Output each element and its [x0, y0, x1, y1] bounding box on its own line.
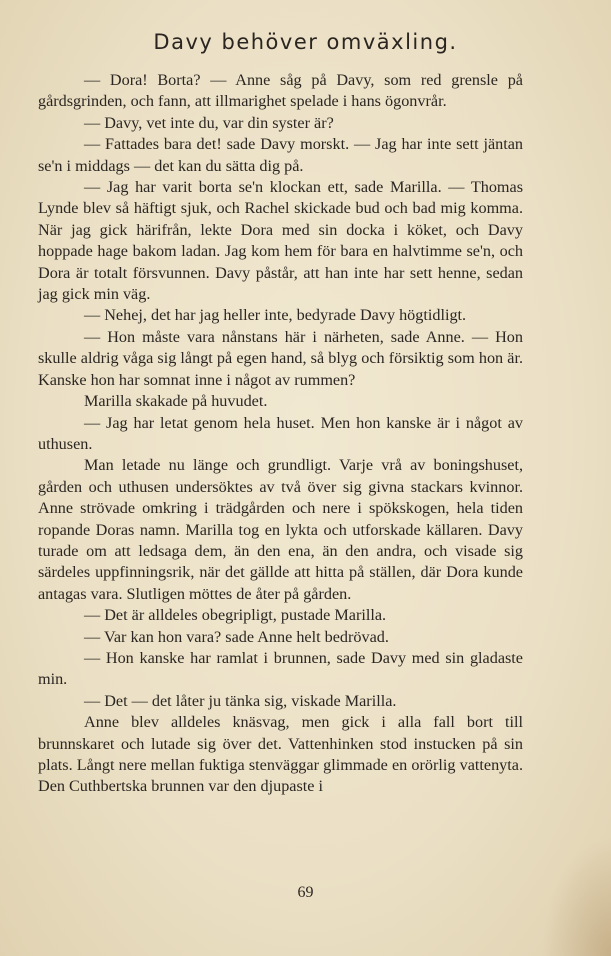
paragraph: — Var kan hon vara? sade Anne helt bedrövad. — [84, 627, 389, 646]
paragraph: — Davy, vet inte du, var din syster är? — [84, 113, 334, 132]
paragraph: Marilla skakade på huvudet. — [84, 392, 268, 411]
paragraph: — Jag har letat genom hela huset. Men hon kanske är i något av uthusen. — [38, 413, 523, 453]
paragraph: Anne blev alldeles knäsvag, men gick i alla fall bort till brunnskaret och lutade sig över det. Vattenhinken stod instucken på sin plats. Långt nere mellan fuktiga stenväggar glimmade en orörlig vattenyta. Den Cuthbertska brunnen var den djupaste i — [38, 713, 523, 796]
paragraph: — Hon måste vara nånstans här i närheten, sade Anne. — Hon skulle aldrig våga sig långt på egen hand, så blyg och försiktig som hon är. Kanske hon har somnat inne i något av rummen? — [38, 327, 523, 389]
chapter-title: Davy behöver omväxling. — [153, 30, 458, 54]
paragraph: — Nehej, det har jag heller inte, bedyrade Davy högtidligt. — [84, 306, 467, 325]
paragraph: — Det är alldeles obegripligt, pustade Marilla. — [84, 606, 387, 625]
paragraph: — Fattades bara det! sade Davy morskt. — Jag har inte sett jäntan se'n i middags — det kan du sätta dig på. — [38, 135, 523, 175]
paragraph: — Jag har varit borta se'n klockan ett, sade Marilla. — Thomas Lynde blev så häftigt sjuk, och Rachel skickade bud och bad mig komma. När jag gick härifrån, lekte Dora med sin docka i köket, och Davy hoppade hage bakom ladan. Jag kom hem för bara en halvtimme se'n, och Dora är totalt försvunnen. Davy påstår, att han inte har sett henne, sedan jag gick min väg. — [38, 178, 523, 304]
body-text — [38, 70, 523, 798]
page-number: 69 — [297, 884, 314, 901]
paragraph: — Det — det låter ju tänka sig, viskade Marilla. — [84, 691, 397, 710]
paragraph: — Hon kanske har ramlat i brunnen, sade Davy med sin gladaste min. — [38, 648, 523, 689]
paragraph: Man letade nu länge och grundligt. Varje vrå av boningshuset, gården och uthusen undersöktes av två över sig givna stackars kvinnor. Anne strövade omkring i trädgården och nere i spökskogen, hela tiden ropande Doras namn. Marilla tog en lykta och utforskade källaren. Davy turade om att ledsaga dem, än den ena, än den andra, och visade sig särdeles uppfinningsrik, när det gällde att hitta på ställen, där Dora kunde antagas vara. Slutligen möttes de åter på gården. — [38, 456, 523, 603]
paragraph: — Dora! Borta? — Anne såg på Davy, som red grensle på gårdsgrinden, och fann, att illmarighet spelade i hans ögonvrår. — [38, 71, 523, 111]
